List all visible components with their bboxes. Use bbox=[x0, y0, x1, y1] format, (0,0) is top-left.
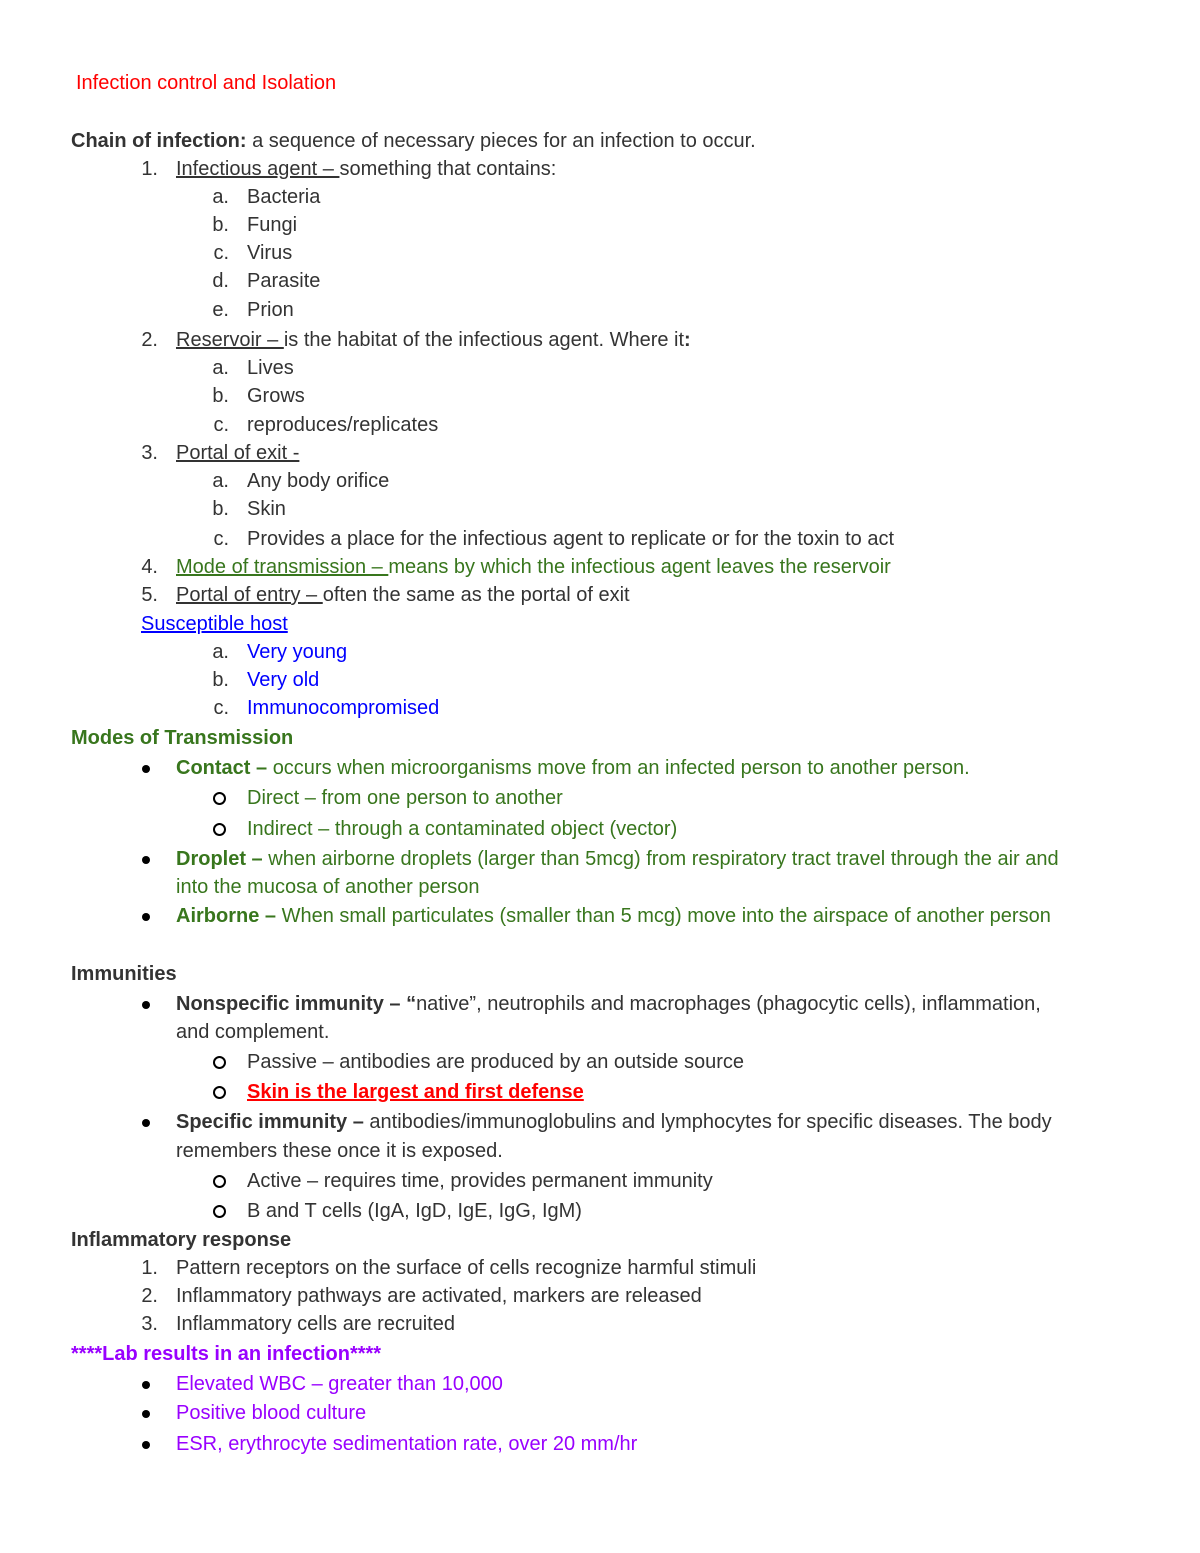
sub-text: Prion bbox=[247, 299, 294, 321]
sub-bullet-item bbox=[0, 786, 1200, 810]
chain-item bbox=[0, 583, 1200, 607]
sub-text: Parasite bbox=[247, 270, 321, 292]
sub-letter: b. bbox=[212, 498, 229, 520]
sub-text: Immunocompromised bbox=[247, 697, 440, 719]
list-number: 3. bbox=[141, 442, 158, 464]
bullet-icon bbox=[142, 1381, 150, 1389]
sub-letter: c. bbox=[213, 242, 229, 264]
sub-bullet-text: Direct – from one person to another bbox=[247, 787, 563, 809]
bullet-icon bbox=[142, 1441, 150, 1449]
immunities-heading: Immunities bbox=[71, 963, 177, 985]
list-number: 2. bbox=[141, 329, 158, 351]
sub-item bbox=[0, 185, 1200, 209]
chain-intro: a sequence of necessary pieces for an infection to occur. bbox=[246, 130, 756, 152]
sub-item bbox=[0, 640, 1200, 664]
sub-bullet-text: B and T cells (IgA, IgD, IgE, IgG, IgM) bbox=[247, 1200, 582, 1222]
sub-letter: c. bbox=[213, 528, 229, 550]
bullet-icon bbox=[142, 1119, 150, 1127]
bullet-label: Nonspecific immunity – bbox=[176, 993, 407, 1015]
item-label: Mode of transmission – bbox=[176, 556, 389, 578]
sub-item bbox=[0, 497, 1200, 521]
bullet-item bbox=[0, 756, 1200, 780]
chain-item bbox=[0, 555, 1200, 579]
bullet-item bbox=[0, 1110, 1200, 1134]
inflammatory-heading: Inflammatory response bbox=[71, 1229, 292, 1251]
bullet-text: native”, neutrophils and macrophages (phagocytic cells), inflammation, bbox=[416, 993, 1041, 1015]
sub-letter: c. bbox=[213, 697, 229, 719]
bullet-text-continued: and complement. bbox=[176, 1021, 330, 1043]
chain-item bbox=[0, 157, 1200, 181]
highlight-text: Skin is the largest and first defense bbox=[247, 1081, 584, 1103]
numbered-item bbox=[0, 1312, 1200, 1336]
list-number: 5. bbox=[141, 584, 158, 606]
item-label: Portal of exit - bbox=[176, 442, 300, 464]
item-text: Pattern receptors on the surface of cells recognize harmful stimuli bbox=[176, 1257, 757, 1279]
bullet-item bbox=[0, 992, 1200, 1016]
list-number: 2. bbox=[141, 1285, 158, 1307]
list-number: 3. bbox=[141, 1313, 158, 1335]
bullet-icon bbox=[142, 1410, 150, 1418]
circle-bullet-icon bbox=[213, 1086, 226, 1099]
bullet-icon bbox=[142, 856, 150, 864]
sub-text: Provides a place for the infectious agent to replicate or for the toxin to act bbox=[247, 528, 895, 550]
bullet-item bbox=[0, 1401, 1200, 1425]
sub-item bbox=[0, 696, 1200, 720]
sub-letter: a. bbox=[212, 357, 229, 379]
sub-bullet-item bbox=[0, 1050, 1200, 1074]
sub-item bbox=[0, 298, 1200, 322]
bullet-text: When small particulates (smaller than 5 mcg) move into the airspace of another person bbox=[281, 905, 1051, 927]
list-number: 4. bbox=[141, 556, 158, 578]
bullet-item bbox=[0, 1432, 1200, 1456]
quote-mark: “ bbox=[406, 993, 417, 1015]
sub-text: Very young bbox=[247, 641, 348, 663]
numbered-item bbox=[0, 1284, 1200, 1308]
bullet-text: Positive blood culture bbox=[176, 1402, 367, 1424]
sub-letter: d. bbox=[212, 270, 229, 292]
sub-item bbox=[0, 413, 1200, 437]
list-number: 1. bbox=[141, 158, 158, 180]
chain-item bbox=[0, 441, 1200, 465]
sub-bullet-item bbox=[0, 1169, 1200, 1193]
sub-text: Bacteria bbox=[247, 186, 321, 208]
sub-item bbox=[0, 469, 1200, 493]
item-label: Portal of entry – bbox=[176, 584, 323, 606]
bullet-item bbox=[0, 1372, 1200, 1396]
bullet-text: when airborne droplets (larger than 5mcg) from respiratory tract travel through the air and bbox=[268, 848, 1059, 870]
chain-intro-line bbox=[71, 129, 756, 153]
sub-text: reproduces/replicates bbox=[247, 414, 439, 436]
sub-letter: b. bbox=[212, 669, 229, 691]
item-text: something that contains: bbox=[339, 158, 557, 180]
sub-letter: a. bbox=[212, 470, 229, 492]
host-label: Susceptible host bbox=[141, 613, 288, 635]
chain-item bbox=[0, 328, 1200, 352]
sub-item bbox=[0, 527, 1200, 551]
item-label: Infectious agent – bbox=[176, 158, 340, 180]
bullet-text: ESR, erythrocyte sedimentation rate, over 20 mm/hr bbox=[176, 1433, 638, 1455]
circle-bullet-icon bbox=[213, 1175, 226, 1188]
bullet-text: Elevated WBC – greater than 10,000 bbox=[176, 1373, 503, 1395]
bullet-text: antibodies/immunoglobulins and lymphocytes for specific diseases. The body bbox=[369, 1111, 1052, 1133]
circle-bullet-icon bbox=[213, 792, 226, 805]
sub-item bbox=[0, 356, 1200, 380]
document-title: Infection control and Isolation bbox=[76, 72, 337, 94]
bullet-icon bbox=[142, 765, 150, 773]
sub-bullet-text: Passive – antibodies are produced by an outside source bbox=[247, 1051, 744, 1073]
circle-bullet-icon bbox=[213, 1205, 226, 1218]
bullet-icon bbox=[142, 913, 150, 921]
chain-heading: Chain of infection: bbox=[71, 130, 247, 152]
item-text: Inflammatory pathways are activated, markers are released bbox=[176, 1285, 702, 1307]
sub-item bbox=[0, 213, 1200, 237]
numbered-item bbox=[0, 1256, 1200, 1280]
bullet-label: Airborne – bbox=[176, 905, 282, 927]
item-colon: : bbox=[684, 329, 691, 351]
circle-bullet-icon bbox=[213, 1056, 226, 1069]
sub-text: Fungi bbox=[247, 214, 298, 236]
lab-heading: ****Lab results in an infection**** bbox=[71, 1343, 382, 1365]
sub-letter: b. bbox=[212, 214, 229, 236]
item-label: Reservoir – bbox=[176, 329, 284, 351]
bullet-text-continued: into the mucosa of another person bbox=[176, 876, 480, 898]
bullet-item bbox=[0, 847, 1200, 871]
sub-letter: a. bbox=[212, 186, 229, 208]
sub-item bbox=[0, 241, 1200, 265]
sub-text: Very old bbox=[247, 669, 320, 691]
item-text: Inflammatory cells are recruited bbox=[176, 1313, 455, 1335]
item-text: often the same as the portal of exit bbox=[322, 584, 630, 606]
sub-item bbox=[0, 269, 1200, 293]
bullet-item bbox=[0, 904, 1200, 928]
sub-text: Lives bbox=[247, 357, 294, 379]
sub-text: Any body orifice bbox=[247, 470, 390, 492]
sub-letter: b. bbox=[212, 385, 229, 407]
item-text: means by which the infectious agent leaves the reservoir bbox=[388, 556, 891, 578]
bullet-icon bbox=[142, 1001, 150, 1009]
bullet-label: Droplet – bbox=[176, 848, 269, 870]
sub-letter: e. bbox=[212, 299, 229, 321]
bullet-label: Contact – bbox=[176, 757, 273, 779]
bullet-text-continued: remembers these once it is exposed. bbox=[176, 1140, 503, 1162]
bullet-label: Specific immunity – bbox=[176, 1111, 370, 1133]
list-number: 1. bbox=[141, 1257, 158, 1279]
sub-bullet-item bbox=[0, 817, 1200, 841]
sub-letter: a. bbox=[212, 641, 229, 663]
sub-item bbox=[0, 384, 1200, 408]
sub-text: Skin bbox=[247, 498, 286, 520]
bullet-text: occurs when microorganisms move from an infected person to another person. bbox=[272, 757, 970, 779]
item-text: is the habitat of the infectious agent. Where it bbox=[283, 329, 685, 351]
circle-bullet-icon bbox=[213, 823, 226, 836]
sub-bullet-text: Indirect – through a contaminated object (vector) bbox=[247, 818, 678, 840]
sub-text: Virus bbox=[247, 242, 293, 264]
sub-letter: c. bbox=[213, 414, 229, 436]
sub-bullet-item bbox=[0, 1080, 1200, 1104]
modes-heading: Modes of Transmission bbox=[71, 727, 294, 749]
sub-bullet-item bbox=[0, 1199, 1200, 1223]
sub-item bbox=[0, 668, 1200, 692]
sub-text: Grows bbox=[247, 385, 305, 407]
sub-bullet-text: Active – requires time, provides permanent immunity bbox=[247, 1170, 713, 1192]
